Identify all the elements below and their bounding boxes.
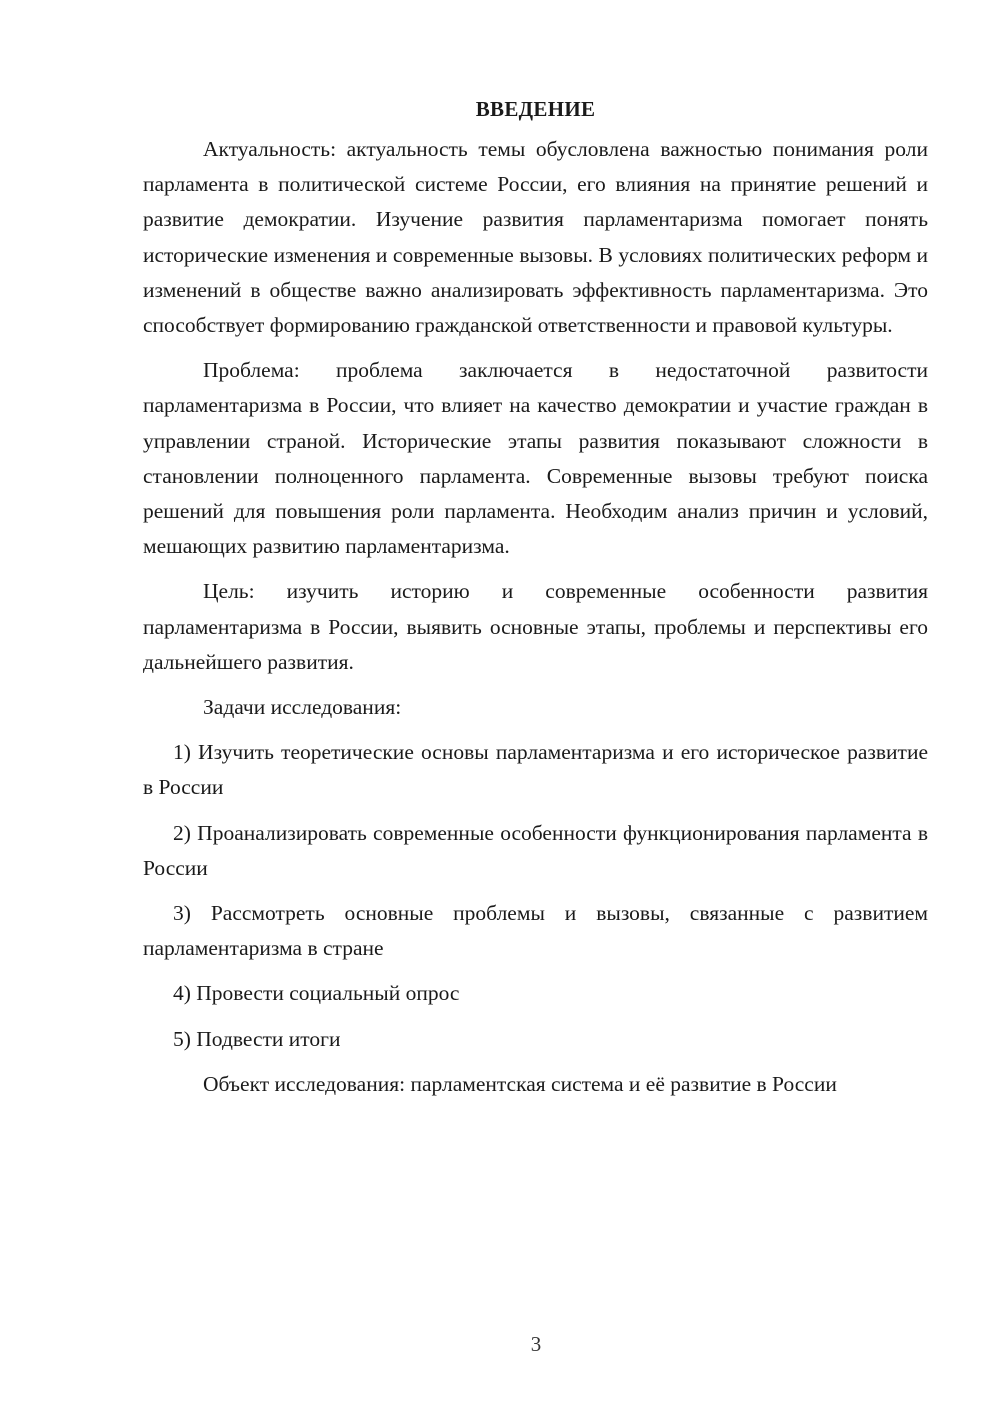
tasks-heading: Задачи исследования: <box>203 695 402 720</box>
document-page <box>143 92 928 1112</box>
task-item-2: 2) Проанализировать современные особенности функционирования парламента в России <box>143 820 928 880</box>
page-number: 3 <box>530 1332 542 1356</box>
task-item-3: 3) Рассмотреть основные проблемы и вызовы, связанные с развитием парламентаризма в стране <box>143 901 928 961</box>
task-item-4: 4) Провести социальный опрос <box>173 981 460 1006</box>
task-item-5: 5) Подвести итоги <box>173 1026 341 1051</box>
relevance-paragraph: Актуальность: актуальность темы обусловлена важностью понимания роли парламента в политической системе России, его влияния на принятие решений и развитие демократии. Изучение развития парламентаризма помогает понять исторические изменения и современные вызовы. В условиях политических реформ и изменений в обществе важно анализировать эффективность парламентаризма. Это способствует формированию гражданской ответственности и правовой культуры. <box>143 137 928 338</box>
problem-paragraph: Проблема: проблема заключается в недостаточной развитости парламентаризма в России, что влияет на качество демократии и участие граждан в управлении страной. Исторические этапы развития показывают сложности в становлении полноценного парламента. Современные вызовы требуют поиска решений для повышения роли парламента. Необходим анализ причин и условий, мешающих развитию парламентаризма. <box>143 358 928 559</box>
goal-paragraph: Цель: изучить историю и современные особенности развития парламентаризма в России, выявить основные этапы, проблемы и перспективы его дальнейшего развития. <box>143 579 928 674</box>
object-paragraph: Объект исследования: парламентская система и её развитие в России <box>203 1071 837 1096</box>
section-title: ВВЕДЕНИЕ <box>475 97 596 121</box>
task-item-1: 1) Изучить теоретические основы парламентаризма и его историческое развитие в России <box>143 740 928 800</box>
